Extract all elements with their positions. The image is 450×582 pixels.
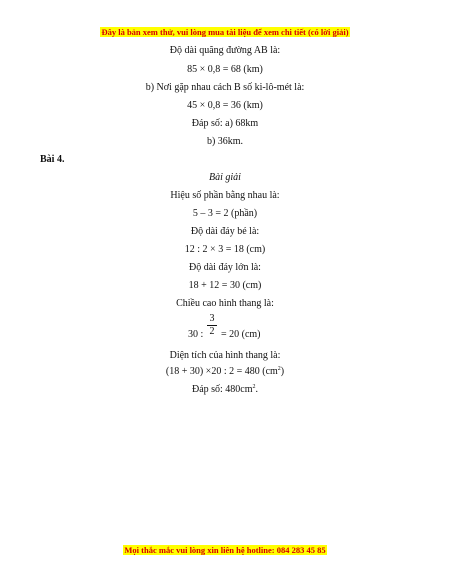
final-answer-exponent: 2	[252, 384, 256, 390]
final-answer	[0, 384, 450, 396]
fraction-numerator: 3	[209, 313, 215, 324]
solution-line: 12 : 2 × 3 = 18 (cm)	[184, 244, 266, 255]
preview-notice-banner	[0, 27, 450, 37]
solution-line: 85 × 0,8 = 68 (km)	[187, 64, 263, 75]
solution-line: Độ dài đáy bé là:	[190, 226, 260, 237]
final-answer-text: Đáp số: 480cm	[191, 384, 253, 395]
fraction	[205, 313, 219, 339]
solution-line: 18 + 12 = 30 (cm)	[188, 280, 262, 291]
solution-line: 45 × 0,8 = 36 (km)	[187, 100, 263, 111]
final-answer-end: .	[255, 384, 259, 395]
area-calculation	[0, 366, 450, 378]
preview-notice-text: Đây là bản xem thử, vui lòng mua tài liệu để xem chi tiết (có lời giải)	[101, 27, 349, 37]
answer-line: Đáp số: a) 68km	[191, 118, 259, 129]
solution-line: Diện tích của hình thang là:	[169, 350, 281, 361]
hotline-banner	[0, 545, 450, 555]
division-prefix: 30 :	[188, 329, 204, 340]
solution-label: Bài giải	[209, 172, 241, 183]
answer-line: b) 36km.	[206, 136, 244, 147]
area-calc-text: (18 + 30) ×20 : 2 = 480 (cm	[165, 366, 278, 377]
hotline-text: Mọi thắc mắc vui lòng xin liên hệ hotline: 084 283 45 85	[124, 545, 326, 555]
section-heading: Bài 4.	[40, 154, 65, 165]
solution-line: b) Nơi gặp nhau cách B số ki-lô-mét là:	[145, 82, 305, 93]
area-unit-exponent: 2	[277, 366, 281, 372]
division-result: = 20 (cm)	[221, 329, 261, 340]
solution-line: Hiệu số phần bằng nhau là:	[170, 190, 280, 201]
solution-line: Độ dài đáy lớn là:	[189, 262, 261, 273]
fraction-denominator: 2	[209, 326, 215, 337]
solution-line: 5 – 3 = 2 (phần)	[192, 208, 258, 219]
solution-line: Độ dài quãng đường AB là:	[169, 45, 281, 56]
area-calc-close: )	[280, 366, 285, 377]
solution-line: Chiều cao hình thang là:	[176, 298, 274, 309]
